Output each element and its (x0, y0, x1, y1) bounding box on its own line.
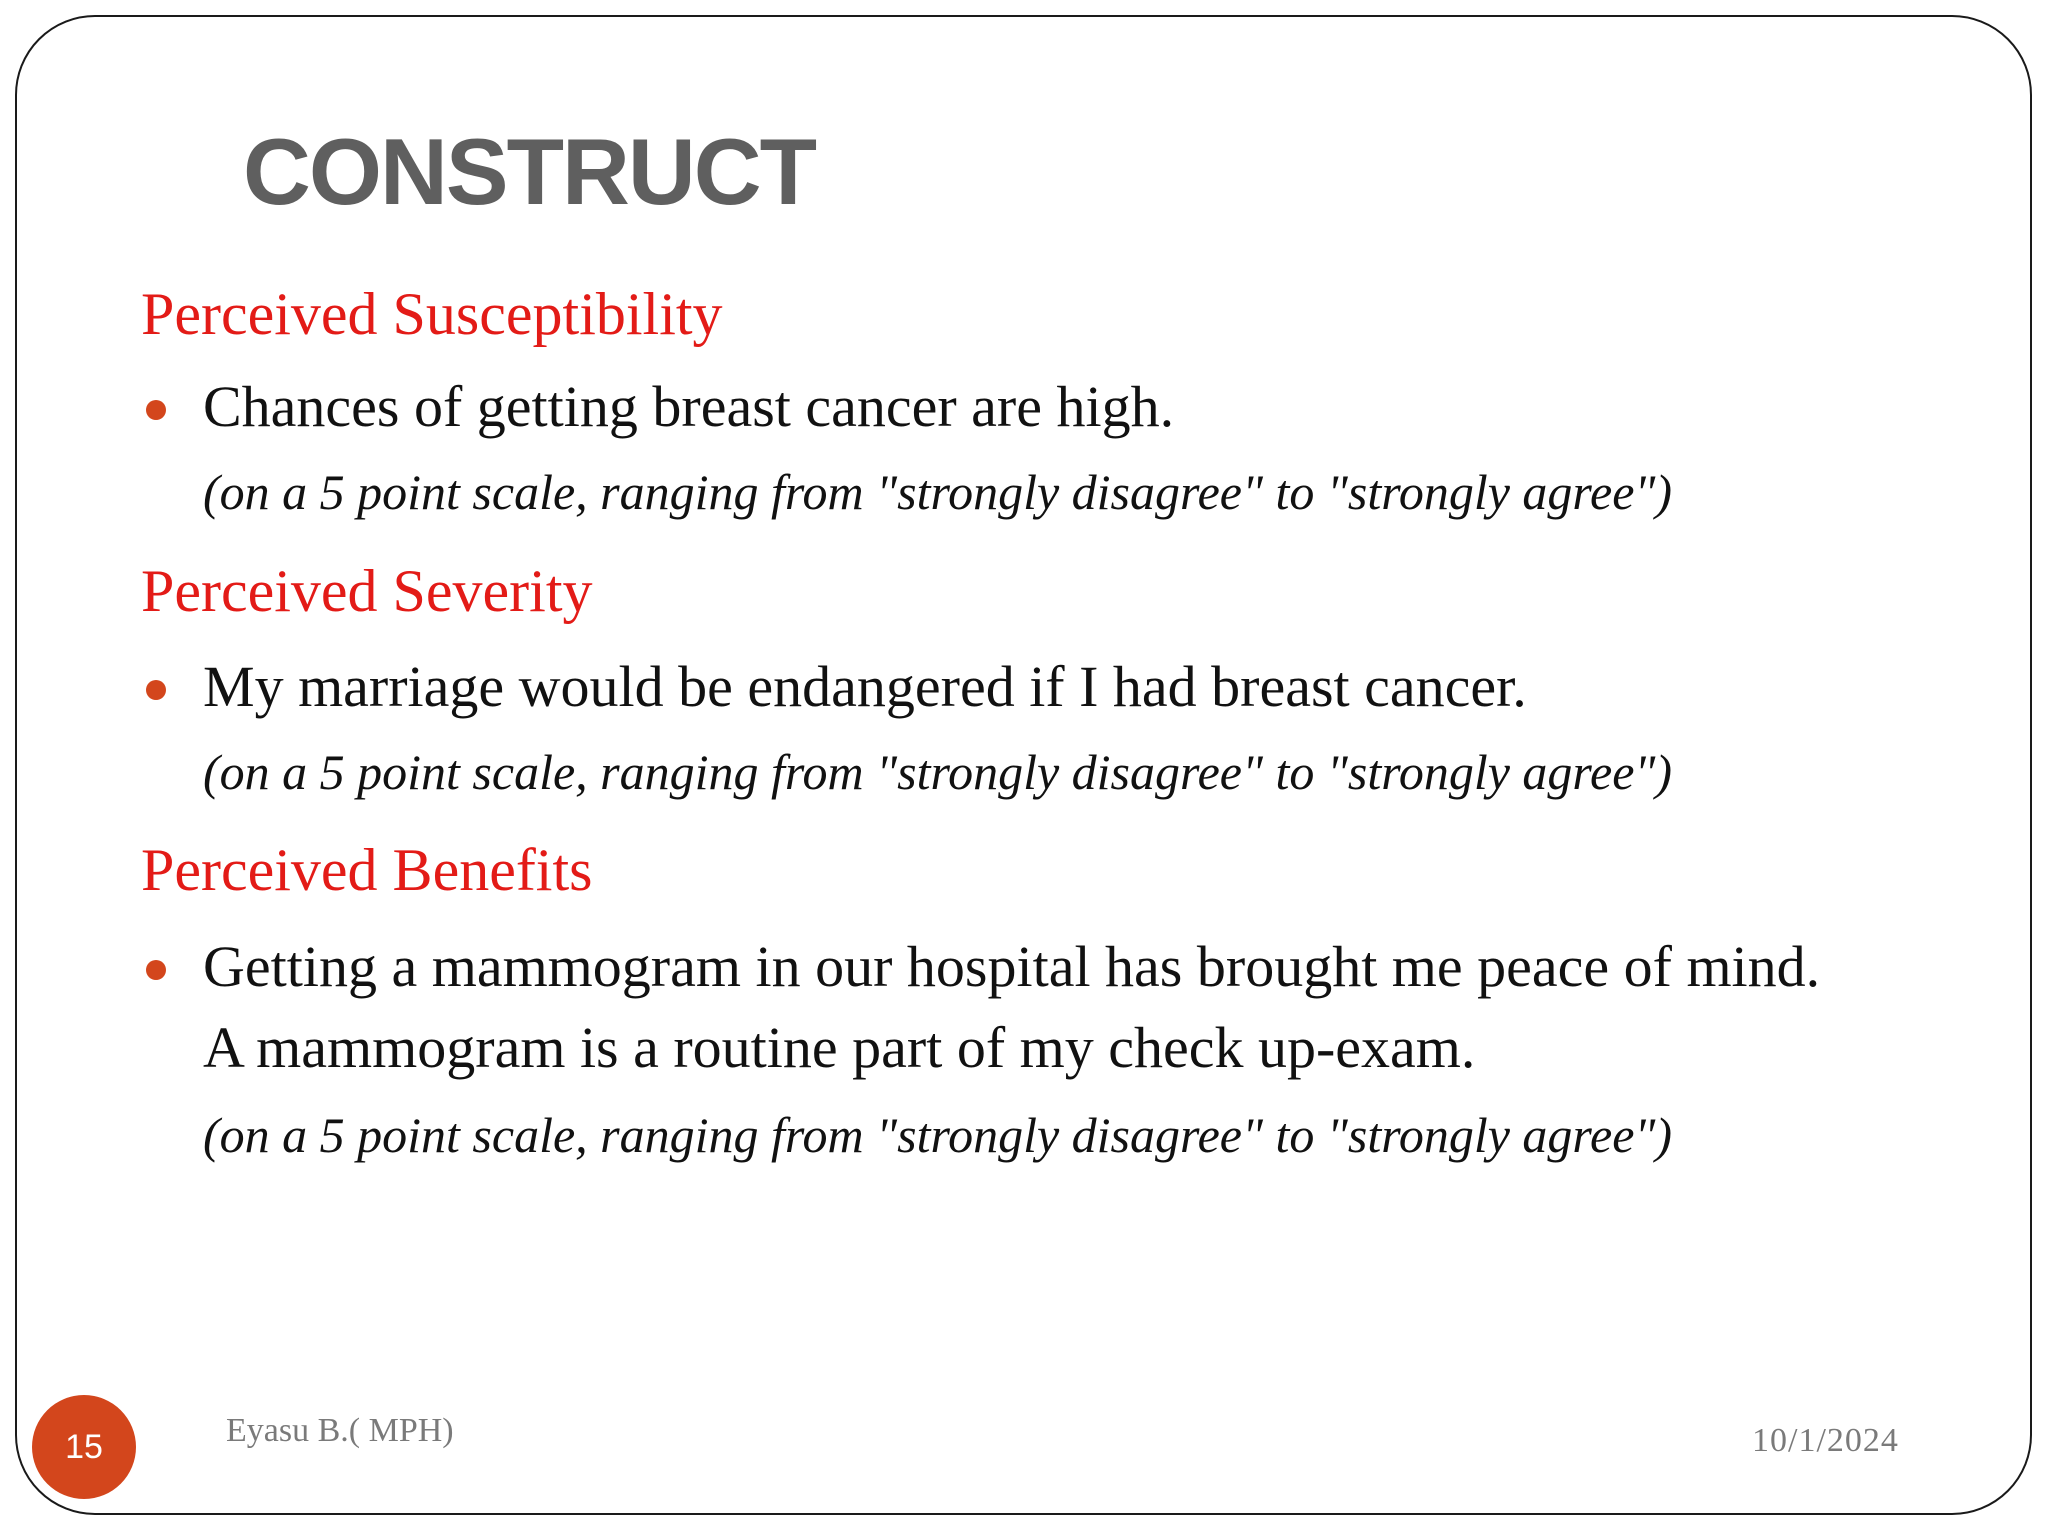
scale-note-benefits: (on a 5 point scale, ranging from "strongly disagree" to "strongly agree") (203, 1107, 1673, 1163)
bullet-icon (146, 960, 166, 980)
bullet-item-susceptibility: Chances of getting breast cancer are high. (203, 374, 1175, 439)
footer-date: 10/1/2024 (1752, 1422, 1899, 1459)
bullet-icon (146, 680, 166, 700)
bullet-icon (146, 400, 166, 420)
footer-author: Eyasu B.( MPH) (226, 1412, 454, 1449)
scale-note-severity: (on a 5 point scale, ranging from "strongly disagree" to "strongly agree") (203, 744, 1673, 800)
section-heading-benefits: Perceived Benefits (141, 837, 593, 903)
page-number-badge: 15 (32, 1395, 136, 1499)
bullet-item-severity: My marriage would be endangered if I had breast cancer. (203, 654, 1527, 719)
slide-title: CONSTRUCT (243, 119, 816, 224)
scale-note-susceptibility: (on a 5 point scale, ranging from "strongly disagree" to "strongly agree") (203, 464, 1673, 520)
bullet-item-benefits-continued: A mammogram is a routine part of my check up-exam. (203, 1015, 1476, 1080)
section-heading-susceptibility: Perceived Susceptibility (141, 281, 723, 347)
section-heading-severity: Perceived Severity (141, 558, 593, 624)
bullet-item-benefits: Getting a mammogram in our hospital has brought me peace of mind. (203, 934, 1821, 999)
